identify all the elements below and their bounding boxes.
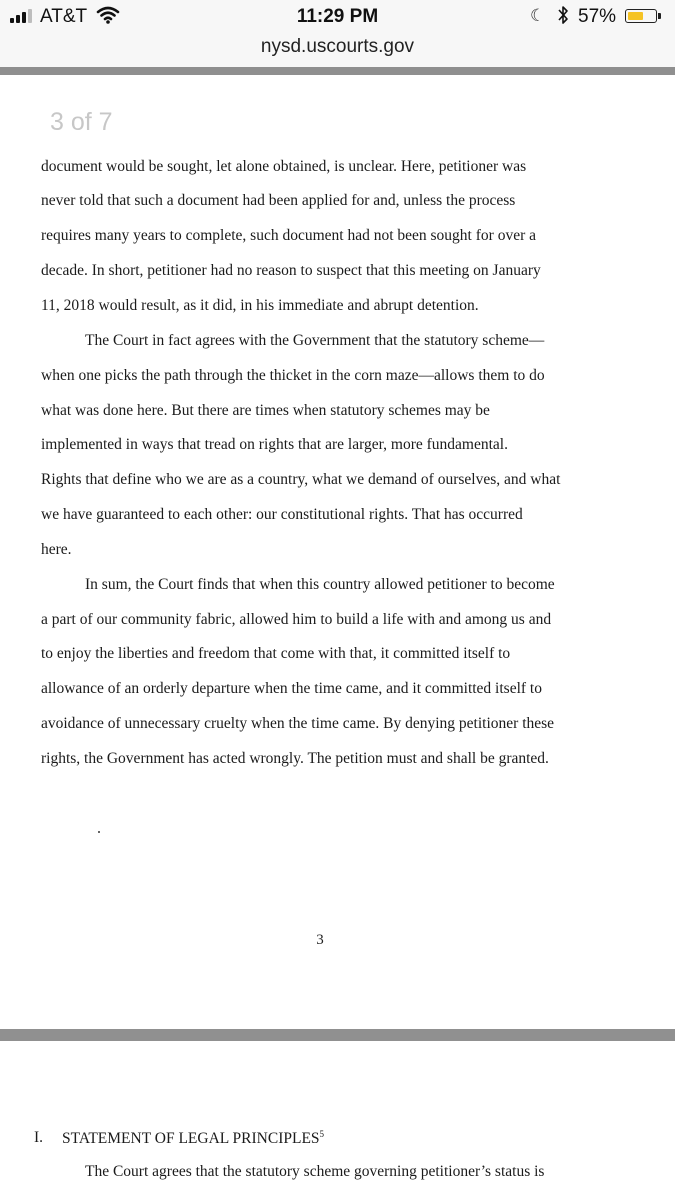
document-line: to enjoy the liberties and freedom that come with that, it committed itself to — [41, 645, 511, 662]
battery-percent: 57% — [578, 6, 617, 27]
clock: 11:29 PM — [296, 6, 379, 27]
footnote-reference[interactable]: 5 — [319, 1129, 325, 1139]
section-heading — [62, 1129, 324, 1148]
section-heading-text: STATEMENT OF LEGAL PRINCIPLES — [62, 1130, 320, 1148]
document-line: never told that such a document had been applied for and, unless the process — [41, 192, 516, 209]
page-indicator: 3 of 7 — [50, 108, 113, 136]
document-line: rights, the Government has acted wrongly. The petition must and shall be granted. — [41, 750, 549, 767]
document-line: allowance of an orderly departure when the time came, and it committed itself to — [41, 680, 542, 697]
do-not-disturb-moon-icon: ☾ — [530, 6, 546, 25]
document-line: what was done here. But there are times when statutory schemes may be — [41, 402, 490, 419]
document-line: 11, 2018 would result, as it did, in his immediate and abrupt detention. — [41, 297, 479, 314]
document-line: we have guaranteed to each other: our constitutional rights. That has occurred — [41, 506, 523, 523]
document-line: here. — [41, 541, 72, 558]
document-line: a part of our community fabric, allowed him to build a life with and among us and — [41, 611, 552, 628]
page-number: 3 — [316, 932, 324, 948]
document-line: decade. In short, petitioner had no reason to suspect that this meeting on January — [41, 262, 541, 279]
document-line: requires many years to complete, such document had not been sought for over a — [41, 227, 536, 244]
section-number: I. — [34, 1129, 44, 1146]
document-line: The Court in fact agrees with the Government that the statutory scheme— — [85, 332, 545, 349]
document-line: The Court agrees that the statutory scheme governing petitioner’s status is — [85, 1163, 545, 1180]
carrier-name: AT&T — [40, 6, 88, 27]
document-line: implemented in ways that tread on rights that are larger, more fundamental. — [41, 436, 508, 453]
document-line: In sum, the Court finds that when this country allowed petitioner to become — [85, 576, 555, 593]
document-line: when one picks the path through the thicket in the corn maze—allows them to do — [41, 367, 545, 384]
page-divider — [0, 1029, 675, 1041]
document-line: avoidance of unnecessary cruelty when the time came. By denying petitioner these — [41, 715, 555, 732]
url-text[interactable]: nysd.uscourts.gov — [260, 36, 415, 57]
document-line: document would be sought, let alone obtained, is unclear. Here, petitioner was — [41, 158, 527, 175]
document-line: Rights that define who we are as a country, what we demand of ourselves, and what — [41, 471, 561, 488]
scan-speck — [98, 831, 100, 833]
